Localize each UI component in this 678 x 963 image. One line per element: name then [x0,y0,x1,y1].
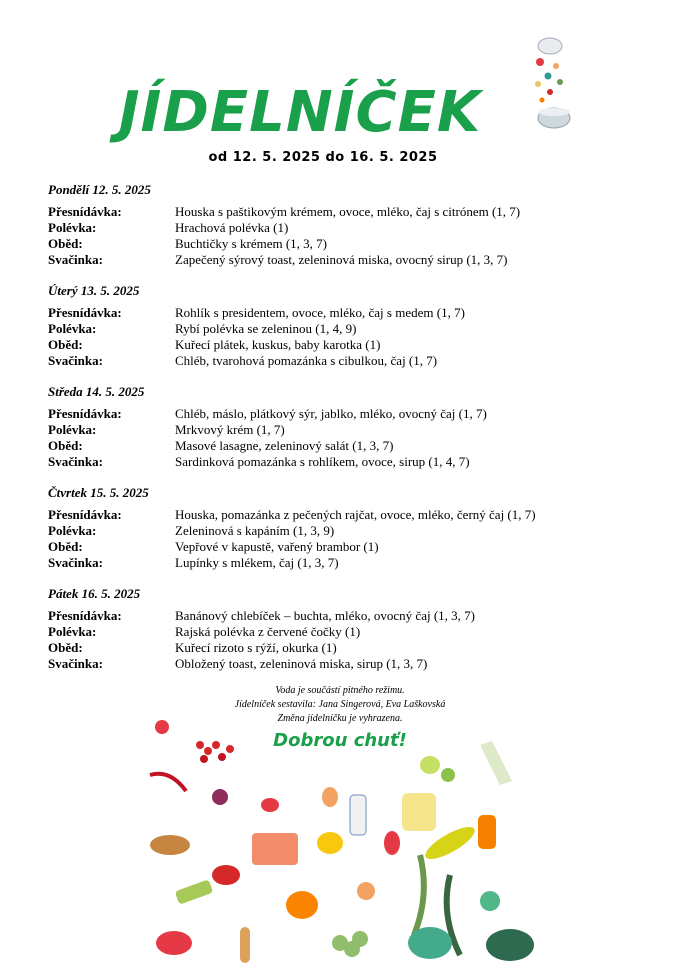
meal-row [48,454,648,470]
meal-label: Přesnídávka: [48,305,122,320]
day-block [48,585,648,672]
meal-row [48,321,648,337]
meal-text: Masové lasagne, zeleninový salát (1, 3, 7) [175,438,394,453]
meal-label: Oběd: [48,236,83,251]
meal-text: Rohlík s presidentem, ovoce, mléko, čaj s medem (1, 7) [175,305,465,320]
meal-row [48,305,648,321]
meal-label: Polévka: [48,321,97,336]
meal-text: Hrachová polévka (1) [175,220,289,235]
day-title: Pátek 16. 5. 2025 [48,586,141,601]
meal-row [48,640,648,656]
meal-label: Svačinka: [48,353,103,368]
meal-row [48,422,648,438]
meal-text: Lupínky s mlékem, čaj (1, 3, 7) [175,555,339,570]
day-block [48,383,648,470]
meal-label: Svačinka: [48,656,103,671]
date-range: od 12. 5. 2025 do 16. 5. 2025 [208,150,438,165]
meal-text: Mrkvový krém (1, 7) [175,422,285,437]
meal-row [48,555,648,571]
meal-label: Přesnídávka: [48,507,122,522]
meal-text: Vepřové v kapustě, vařený brambor (1) [175,539,379,554]
meal-text: Banánový chlebíček – buchta, mléko, ovocný čaj (1, 3, 7) [175,608,475,623]
meal-row [48,523,648,539]
meal-row [48,236,648,252]
meal-label: Polévka: [48,624,97,639]
day-block [48,282,648,369]
meal-label: Přesnídávka: [48,204,122,219]
meal-label: Svačinka: [48,454,103,469]
meal-label: Přesnídávka: [48,406,122,421]
weekly-menu [48,181,648,686]
meal-text: Rybí polévka se zeleninou (1, 4, 9) [175,321,357,336]
meal-label: Polévka: [48,523,97,538]
greeting: Dobrou chuť! [273,730,407,751]
meal-row [48,252,648,268]
meal-text: Obložený toast, zeleninová miska, sirup (1, 3, 7) [175,656,428,671]
meal-row [48,438,648,454]
day-title: Úterý 13. 5. 2025 [48,283,140,298]
meal-text: Zeleninová s kapáním (1, 3, 9) [175,523,335,538]
meal-label: Oběd: [48,640,83,655]
meal-row [48,507,648,523]
meal-text: Kuřecí rizoto s rýží, okurka (1) [175,640,337,655]
meal-text: Rajská polévka z červené čočky (1) [175,624,361,639]
meal-label: Přesnídávka: [48,608,122,623]
author-note: Jídelníček sestavila: Jana Singerová, Eva Laškovská [234,699,446,710]
meal-row [48,656,648,672]
footer-notes [0,684,678,726]
day-title: Čtvrtek 15. 5. 2025 [48,485,149,500]
day-title: Pondělí 12. 5. 2025 [48,182,151,197]
meal-text: Buchtičky s krémem (1, 3, 7) [175,236,327,251]
meal-text: Houska, pomazánka z pečených rajčat, ovoce, mléko, černý čaj (1, 7) [175,507,536,522]
day-block [48,484,648,571]
meal-text: Houska s paštikovým krémem, ovoce, mléko, čaj s citrónem (1, 7) [175,204,521,219]
meal-row [48,220,648,236]
meal-text: Zapečený sýrový toast, zeleninová miska, ovocný sirup (1, 3, 7) [175,252,508,267]
meal-row [48,608,648,624]
meal-label: Polévka: [48,220,97,235]
day-block [48,181,648,268]
pot-with-vegetables-illustration [526,32,576,132]
meal-label: Oběd: [48,539,83,554]
meal-text: Sardinková pomazánka s rohlíkem, ovoce, sirup (1, 4, 7) [175,454,470,469]
meal-row [48,204,648,220]
meal-row [48,406,648,422]
meal-row [48,337,648,353]
day-title: Středa 14. 5. 2025 [48,384,145,399]
meal-row [48,539,648,555]
meal-row [48,624,648,640]
meal-text: Kuřecí plátek, kuskus, baby karotka (1) [175,337,381,352]
meal-label: Oběd: [48,438,83,453]
meal-label: Oběd: [48,337,83,352]
meal-label: Polévka: [48,422,97,437]
meal-text: Chléb, máslo, plátkový sýr, jablko, mléko, ovocný čaj (1, 7) [175,406,487,421]
meal-text: Chléb, tvarohová pomazánka s cibulkou, čaj (1, 7) [175,353,438,368]
meal-row [48,353,648,369]
change-note: Změna jídelníčku je vyhrazena. [277,713,403,724]
water-note: Voda je součástí pitného režimu. [275,685,405,696]
meal-label: Svačinka: [48,252,103,267]
meal-label: Svačinka: [48,555,103,570]
page-title: JÍDELNÍČEK [118,80,482,145]
